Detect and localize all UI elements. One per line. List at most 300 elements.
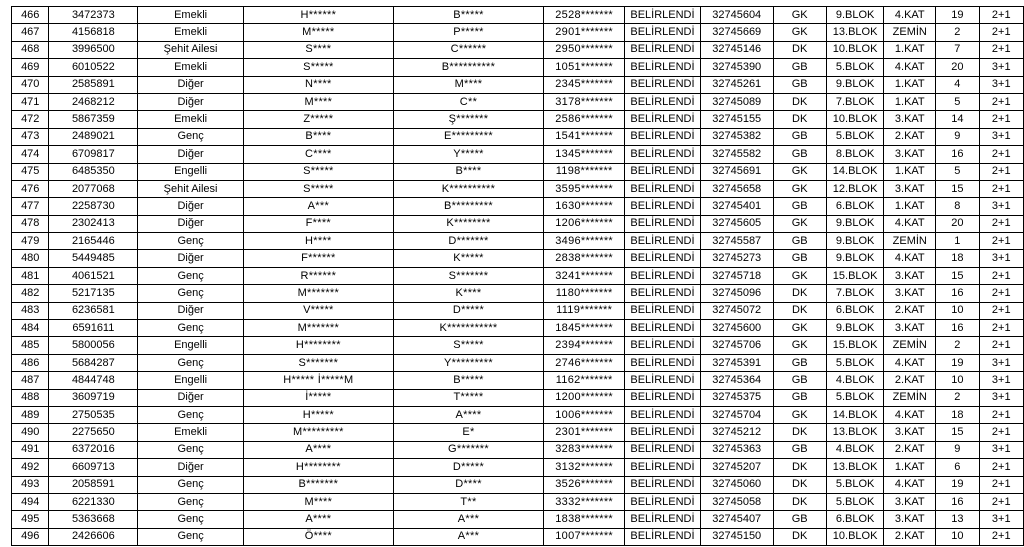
table-row — [12, 111, 1024, 128]
table-row — [12, 146, 1024, 163]
cell-first-name-masked: M******* — [243, 320, 393, 337]
cell-floor: 3.KAT — [884, 285, 936, 302]
cell-unit-number: 32745363 — [700, 441, 773, 458]
cell-status: BELİRLENDİ — [625, 424, 701, 441]
cell-category: Diğer — [138, 146, 244, 163]
cell-first-name-masked: M******* — [243, 285, 393, 302]
cell-status: BELİRLENDİ — [625, 354, 701, 371]
cell-floor: 3.KAT — [884, 180, 936, 197]
table-row — [12, 76, 1024, 93]
cell-row-number: 489 — [12, 406, 49, 423]
table-row — [12, 354, 1024, 371]
cell-block: 9.BLOK — [826, 7, 884, 24]
cell-id-masked: 1838******* — [544, 511, 625, 528]
cell-floor: 4.KAT — [884, 354, 936, 371]
table-row — [12, 93, 1024, 110]
cell-unit-type: GK — [773, 406, 826, 423]
cell-unit-number: 32745407 — [700, 511, 773, 528]
cell-application-number: 2258730 — [49, 198, 138, 215]
cell-first-name-masked: S******* — [243, 354, 393, 371]
cell-floor: 1.KAT — [884, 93, 936, 110]
cell-id-masked: 1007******* — [544, 528, 625, 545]
cell-unit-type: GK — [773, 267, 826, 284]
cell-application-number: 5363668 — [49, 511, 138, 528]
cell-last-name-masked: A**** — [393, 406, 544, 423]
cell-status: BELİRLENDİ — [625, 146, 701, 163]
cell-first-name-masked: H****** — [243, 7, 393, 24]
cell-block: 5.BLOK — [826, 354, 884, 371]
cell-last-name-masked: B**** — [393, 163, 544, 180]
cell-room-type: 2+1 — [979, 24, 1023, 41]
table-row — [12, 337, 1024, 354]
cell-row-number: 473 — [12, 128, 49, 145]
cell-door-number: 16 — [936, 285, 979, 302]
cell-first-name-masked: B******* — [243, 476, 393, 493]
cell-application-number: 6609713 — [49, 459, 138, 476]
cell-floor: 2.KAT — [884, 128, 936, 145]
cell-status: BELİRLENDİ — [625, 267, 701, 284]
cell-room-type: 3+1 — [979, 389, 1023, 406]
cell-id-masked: 3595******* — [544, 180, 625, 197]
cell-door-number: 18 — [936, 250, 979, 267]
cell-unit-type: GB — [773, 128, 826, 145]
cell-application-number: 6485350 — [49, 163, 138, 180]
cell-unit-number: 32745212 — [700, 424, 773, 441]
cell-room-type: 2+1 — [979, 180, 1023, 197]
cell-first-name-masked: B**** — [243, 128, 393, 145]
cell-block: 13.BLOK — [826, 424, 884, 441]
cell-floor: ZEMİN — [884, 24, 936, 41]
cell-room-type: 2+1 — [979, 93, 1023, 110]
cell-first-name-masked: H******** — [243, 459, 393, 476]
table-body — [12, 7, 1024, 546]
table-row — [12, 250, 1024, 267]
cell-category: Engelli — [138, 372, 244, 389]
cell-id-masked: 1180******* — [544, 285, 625, 302]
cell-unit-type: GK — [773, 7, 826, 24]
cell-floor: 2.KAT — [884, 441, 936, 458]
cell-room-type: 2+1 — [979, 215, 1023, 232]
cell-floor: 2.KAT — [884, 372, 936, 389]
cell-door-number: 20 — [936, 215, 979, 232]
cell-door-number: 10 — [936, 528, 979, 545]
cell-category: Diğer — [138, 76, 244, 93]
cell-status: BELİRLENDİ — [625, 528, 701, 545]
cell-application-number: 3472373 — [49, 7, 138, 24]
cell-status: BELİRLENDİ — [625, 285, 701, 302]
cell-first-name-masked: Ö**** — [243, 528, 393, 545]
cell-floor: ZEMİN — [884, 337, 936, 354]
cell-door-number: 15 — [936, 180, 979, 197]
cell-row-number: 486 — [12, 354, 49, 371]
cell-room-type: 2+1 — [979, 302, 1023, 319]
cell-first-name-masked: H******** — [243, 337, 393, 354]
cell-id-masked: 1345******* — [544, 146, 625, 163]
cell-door-number: 5 — [936, 163, 979, 180]
cell-unit-type: GB — [773, 76, 826, 93]
cell-application-number: 5800056 — [49, 337, 138, 354]
cell-category: Genç — [138, 406, 244, 423]
cell-category: Diğer — [138, 302, 244, 319]
cell-floor: 3.KAT — [884, 146, 936, 163]
cell-floor: 4.KAT — [884, 215, 936, 232]
cell-row-number: 475 — [12, 163, 49, 180]
cell-floor: 1.KAT — [884, 459, 936, 476]
cell-door-number: 1 — [936, 233, 979, 250]
cell-last-name-masked: B***** — [393, 372, 544, 389]
table-row — [12, 528, 1024, 545]
cell-first-name-masked: H***** İ*****M — [243, 372, 393, 389]
cell-row-number: 485 — [12, 337, 49, 354]
cell-last-name-masked: C****** — [393, 41, 544, 58]
cell-id-masked: 1200******* — [544, 389, 625, 406]
cell-room-type: 2+1 — [979, 146, 1023, 163]
table-row — [12, 163, 1024, 180]
cell-category: Diğer — [138, 459, 244, 476]
cell-first-name-masked: A*** — [243, 198, 393, 215]
cell-first-name-masked: Z***** — [243, 111, 393, 128]
cell-door-number: 7 — [936, 41, 979, 58]
cell-block: 6.BLOK — [826, 511, 884, 528]
cell-unit-type: GK — [773, 337, 826, 354]
cell-block: 10.BLOK — [826, 528, 884, 545]
cell-id-masked: 1162******* — [544, 372, 625, 389]
cell-block: 10.BLOK — [826, 41, 884, 58]
cell-unit-type: GK — [773, 180, 826, 197]
cell-unit-type: DK — [773, 476, 826, 493]
table-row — [12, 180, 1024, 197]
table-row — [12, 285, 1024, 302]
cell-category: Genç — [138, 476, 244, 493]
cell-first-name-masked: M********* — [243, 424, 393, 441]
cell-application-number: 5684287 — [49, 354, 138, 371]
table-row — [12, 372, 1024, 389]
cell-row-number: 488 — [12, 389, 49, 406]
cell-row-number: 481 — [12, 267, 49, 284]
table-row — [12, 459, 1024, 476]
cell-category: Genç — [138, 267, 244, 284]
cell-block: 8.BLOK — [826, 146, 884, 163]
cell-door-number: 18 — [936, 406, 979, 423]
cell-category: Genç — [138, 493, 244, 510]
cell-room-type: 2+1 — [979, 7, 1023, 24]
cell-application-number: 3609719 — [49, 389, 138, 406]
cell-unit-type: DK — [773, 285, 826, 302]
cell-floor: 2.KAT — [884, 302, 936, 319]
cell-row-number: 480 — [12, 250, 49, 267]
cell-row-number: 466 — [12, 7, 49, 24]
cell-id-masked: 2394******* — [544, 337, 625, 354]
cell-unit-type: DK — [773, 424, 826, 441]
cell-row-number: 478 — [12, 215, 49, 232]
cell-first-name-masked: C**** — [243, 146, 393, 163]
cell-id-masked: 3241******* — [544, 267, 625, 284]
cell-category: Emekli — [138, 24, 244, 41]
cell-unit-type: GB — [773, 372, 826, 389]
table-row — [12, 267, 1024, 284]
cell-category: Genç — [138, 511, 244, 528]
table-row — [12, 302, 1024, 319]
cell-row-number: 493 — [12, 476, 49, 493]
cell-room-type: 2+1 — [979, 111, 1023, 128]
cell-first-name-masked: M**** — [243, 493, 393, 510]
cell-status: BELİRLENDİ — [625, 163, 701, 180]
cell-first-name-masked: İ***** — [243, 389, 393, 406]
cell-status: BELİRLENDİ — [625, 406, 701, 423]
cell-row-number: 472 — [12, 111, 49, 128]
cell-room-type: 2+1 — [979, 267, 1023, 284]
cell-status: BELİRLENDİ — [625, 511, 701, 528]
cell-floor: 2.KAT — [884, 528, 936, 545]
cell-floor: ZEMİN — [884, 389, 936, 406]
cell-last-name-masked: Y***** — [393, 146, 544, 163]
cell-room-type: 3+1 — [979, 250, 1023, 267]
cell-block: 9.BLOK — [826, 215, 884, 232]
cell-row-number: 467 — [12, 24, 49, 41]
cell-row-number: 483 — [12, 302, 49, 319]
table-row — [12, 320, 1024, 337]
cell-status: BELİRLENDİ — [625, 128, 701, 145]
cell-last-name-masked: D******* — [393, 233, 544, 250]
table-row — [12, 198, 1024, 215]
table-row — [12, 215, 1024, 232]
cell-room-type: 3+1 — [979, 441, 1023, 458]
cell-unit-type: GB — [773, 59, 826, 76]
cell-block: 5.BLOK — [826, 389, 884, 406]
cell-category: Emekli — [138, 59, 244, 76]
cell-unit-number: 32745146 — [700, 41, 773, 58]
cell-first-name-masked: N**** — [243, 76, 393, 93]
cell-status: BELİRLENDİ — [625, 372, 701, 389]
cell-block: 15.BLOK — [826, 267, 884, 284]
cell-id-masked: 3283******* — [544, 441, 625, 458]
cell-door-number: 13 — [936, 511, 979, 528]
cell-status: BELİRLENDİ — [625, 493, 701, 510]
cell-block: 9.BLOK — [826, 250, 884, 267]
cell-door-number: 5 — [936, 93, 979, 110]
cell-door-number: 19 — [936, 7, 979, 24]
cell-category: Genç — [138, 320, 244, 337]
cell-floor: 3.KAT — [884, 511, 936, 528]
cell-door-number: 10 — [936, 302, 979, 319]
cell-block: 5.BLOK — [826, 493, 884, 510]
cell-first-name-masked: S***** — [243, 180, 393, 197]
cell-door-number: 2 — [936, 337, 979, 354]
cell-status: BELİRLENDİ — [625, 198, 701, 215]
cell-floor: 3.KAT — [884, 267, 936, 284]
cell-unit-number: 32745391 — [700, 354, 773, 371]
cell-room-type: 3+1 — [979, 128, 1023, 145]
cell-room-type: 3+1 — [979, 372, 1023, 389]
cell-unit-type: GB — [773, 198, 826, 215]
cell-status: BELİRLENDİ — [625, 41, 701, 58]
cell-category: Genç — [138, 528, 244, 545]
cell-unit-type: DK — [773, 41, 826, 58]
cell-door-number: 4 — [936, 76, 979, 93]
cell-category: Emekli — [138, 424, 244, 441]
cell-application-number: 2750535 — [49, 406, 138, 423]
cell-id-masked: 1845******* — [544, 320, 625, 337]
cell-id-masked: 2838******* — [544, 250, 625, 267]
cell-status: BELİRLENDİ — [625, 320, 701, 337]
cell-unit-type: GK — [773, 320, 826, 337]
cell-block: 13.BLOK — [826, 24, 884, 41]
cell-block: 4.BLOK — [826, 441, 884, 458]
cell-last-name-masked: B********** — [393, 59, 544, 76]
cell-block: 5.BLOK — [826, 59, 884, 76]
cell-unit-type: GB — [773, 250, 826, 267]
cell-application-number: 6372016 — [49, 441, 138, 458]
cell-block: 14.BLOK — [826, 406, 884, 423]
cell-door-number: 10 — [936, 372, 979, 389]
cell-id-masked: 2586******* — [544, 111, 625, 128]
cell-application-number: 3996500 — [49, 41, 138, 58]
cell-last-name-masked: A*** — [393, 511, 544, 528]
cell-room-type: 2+1 — [979, 459, 1023, 476]
cell-category: Genç — [138, 285, 244, 302]
cell-id-masked: 3332******* — [544, 493, 625, 510]
cell-room-type: 2+1 — [979, 476, 1023, 493]
cell-first-name-masked: V***** — [243, 302, 393, 319]
cell-category: Emekli — [138, 111, 244, 128]
cell-door-number: 14 — [936, 111, 979, 128]
cell-category: Şehit Ailesi — [138, 41, 244, 58]
cell-unit-number: 32745375 — [700, 389, 773, 406]
cell-floor: 4.KAT — [884, 250, 936, 267]
cell-first-name-masked: F****** — [243, 250, 393, 267]
cell-id-masked: 1206******* — [544, 215, 625, 232]
cell-block: 6.BLOK — [826, 302, 884, 319]
cell-application-number: 2585891 — [49, 76, 138, 93]
cell-door-number: 16 — [936, 320, 979, 337]
cell-first-name-masked: M***** — [243, 24, 393, 41]
cell-last-name-masked: E********* — [393, 128, 544, 145]
cell-unit-type: DK — [773, 459, 826, 476]
cell-unit-number: 32745060 — [700, 476, 773, 493]
cell-unit-number: 32745072 — [700, 302, 773, 319]
cell-door-number: 2 — [936, 389, 979, 406]
cell-room-type: 3+1 — [979, 354, 1023, 371]
table-row — [12, 41, 1024, 58]
cell-floor: 3.KAT — [884, 320, 936, 337]
cell-door-number: 15 — [936, 267, 979, 284]
cell-application-number: 2489021 — [49, 128, 138, 145]
cell-block: 15.BLOK — [826, 337, 884, 354]
cell-unit-number: 32745658 — [700, 180, 773, 197]
cell-first-name-masked: H**** — [243, 233, 393, 250]
cell-floor: 4.KAT — [884, 476, 936, 493]
cell-row-number: 477 — [12, 198, 49, 215]
cell-door-number: 9 — [936, 441, 979, 458]
cell-unit-number: 32745605 — [700, 215, 773, 232]
table-row — [12, 128, 1024, 145]
cell-category: Diğer — [138, 93, 244, 110]
cell-last-name-masked: Ş******* — [393, 111, 544, 128]
cell-block: 12.BLOK — [826, 180, 884, 197]
cell-room-type: 2+1 — [979, 528, 1023, 545]
cell-room-type: 2+1 — [979, 406, 1023, 423]
cell-id-masked: 2528******* — [544, 7, 625, 24]
cell-unit-number: 32745587 — [700, 233, 773, 250]
cell-status: BELİRLENDİ — [625, 389, 701, 406]
cell-unit-type: DK — [773, 302, 826, 319]
cell-last-name-masked: T***** — [393, 389, 544, 406]
cell-id-masked: 3496******* — [544, 233, 625, 250]
cell-door-number: 16 — [936, 146, 979, 163]
cell-unit-type: DK — [773, 93, 826, 110]
cell-unit-number: 32745706 — [700, 337, 773, 354]
cell-row-number: 474 — [12, 146, 49, 163]
cell-application-number: 4061521 — [49, 267, 138, 284]
cell-application-number: 5449485 — [49, 250, 138, 267]
cell-last-name-masked: B********* — [393, 198, 544, 215]
cell-status: BELİRLENDİ — [625, 76, 701, 93]
cell-floor: 4.KAT — [884, 59, 936, 76]
cell-row-number: 491 — [12, 441, 49, 458]
cell-id-masked: 1119******* — [544, 302, 625, 319]
cell-door-number: 8 — [936, 198, 979, 215]
cell-floor: 1.KAT — [884, 198, 936, 215]
cell-floor: ZEMİN — [884, 233, 936, 250]
cell-floor: 4.KAT — [884, 406, 936, 423]
cell-first-name-masked: A**** — [243, 441, 393, 458]
cell-row-number: 482 — [12, 285, 49, 302]
cell-last-name-masked: G******* — [393, 441, 544, 458]
cell-status: BELİRLENDİ — [625, 180, 701, 197]
cell-category: Diğer — [138, 389, 244, 406]
cell-category: Şehit Ailesi — [138, 180, 244, 197]
cell-unit-type: GK — [773, 215, 826, 232]
cell-application-number: 2058591 — [49, 476, 138, 493]
cell-unit-number: 32745600 — [700, 320, 773, 337]
cell-status: BELİRLENDİ — [625, 111, 701, 128]
cell-block: 9.BLOK — [826, 76, 884, 93]
table-row — [12, 493, 1024, 510]
cell-unit-type: GB — [773, 441, 826, 458]
cell-unit-type: GB — [773, 511, 826, 528]
cell-status: BELİRLENDİ — [625, 250, 701, 267]
table-row — [12, 7, 1024, 24]
cell-unit-number: 32745207 — [700, 459, 773, 476]
cell-unit-type: DK — [773, 528, 826, 545]
cell-unit-number: 32745089 — [700, 93, 773, 110]
cell-room-type: 3+1 — [979, 76, 1023, 93]
table-row — [12, 441, 1024, 458]
cell-room-type: 2+1 — [979, 424, 1023, 441]
cell-last-name-masked: M**** — [393, 76, 544, 93]
cell-unit-number: 32745096 — [700, 285, 773, 302]
cell-id-masked: 1541******* — [544, 128, 625, 145]
table-row — [12, 511, 1024, 528]
cell-first-name-masked: H***** — [243, 406, 393, 423]
cell-block: 7.BLOK — [826, 93, 884, 110]
cell-category: Genç — [138, 354, 244, 371]
cell-room-type: 2+1 — [979, 163, 1023, 180]
cell-unit-number: 32745582 — [700, 146, 773, 163]
cell-unit-number: 32745382 — [700, 128, 773, 145]
cell-first-name-masked: S**** — [243, 41, 393, 58]
cell-row-number: 469 — [12, 59, 49, 76]
cell-row-number: 484 — [12, 320, 49, 337]
cell-last-name-masked: K**** — [393, 285, 544, 302]
cell-unit-type: DK — [773, 493, 826, 510]
cell-floor: 3.KAT — [884, 111, 936, 128]
cell-door-number: 16 — [936, 493, 979, 510]
cell-room-type: 2+1 — [979, 233, 1023, 250]
cell-category: Diğer — [138, 250, 244, 267]
lottery-results-table — [11, 6, 1024, 546]
cell-id-masked: 3132******* — [544, 459, 625, 476]
